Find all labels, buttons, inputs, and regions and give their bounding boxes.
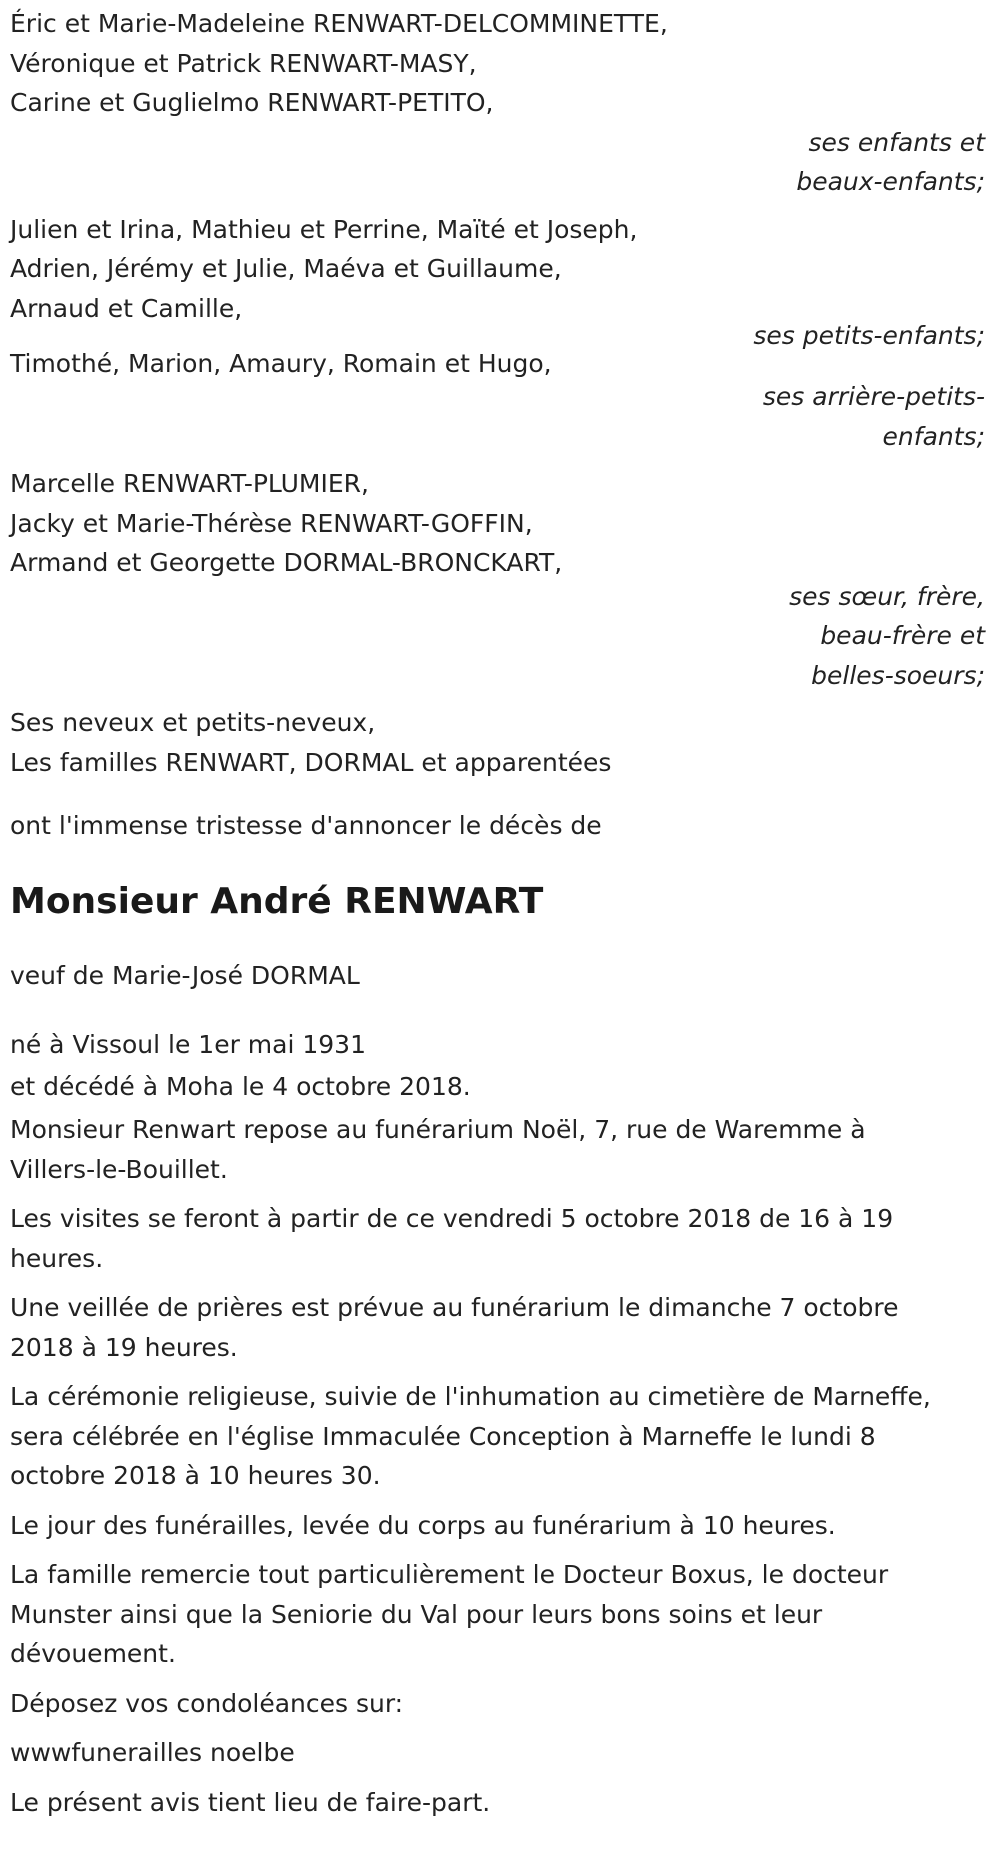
paragraph-visits bbox=[10, 1199, 985, 1278]
family-name-line: Julien et Irina, Mathieu et Perrine, Maïté et Joseph, bbox=[10, 214, 638, 244]
widower-text: veuf de Marie-José DORMAL bbox=[10, 960, 360, 990]
spacer bbox=[10, 695, 985, 703]
relation-line: ses enfants et bbox=[808, 127, 985, 157]
relation-line: beau-frère et bbox=[820, 621, 985, 650]
family-name-line: Jacky et Marie-Thérèse RENWART-GOFFIN, bbox=[10, 508, 533, 538]
paragraph-line: La cérémonie religieuse, suivie de l'inhumation au cimetière de Marneffe, bbox=[10, 1382, 931, 1411]
spacer bbox=[10, 782, 985, 806]
relation-line: enfants; bbox=[882, 421, 985, 451]
paragraph-condolences bbox=[10, 1684, 985, 1724]
paragraph-line: sera célébrée en l'église Immaculée Conception à Marneffe le lundi 8 bbox=[10, 1421, 876, 1451]
paragraph-line: Le présent avis tient lieu de faire-part. bbox=[10, 1787, 491, 1817]
relation-line: ses sœur, frère, bbox=[789, 581, 985, 611]
paragraph-funeral-day bbox=[10, 1506, 985, 1546]
paragraph-line: Les visites se feront à partir de ce vendredi 5 octobre 2018 de 16 à 19 bbox=[10, 1204, 894, 1233]
paragraph-line: dévouement. bbox=[10, 1639, 176, 1668]
family-group-great-grandchildren bbox=[10, 344, 985, 457]
paragraph-line: 2018 à 19 heures. bbox=[10, 1332, 238, 1362]
family-name-line: Marcelle RENWART-PLUMIER, bbox=[10, 469, 369, 498]
obituary-notice bbox=[10, 4, 985, 1832]
extended-family-line: Ses neveux et petits-neveux, bbox=[10, 708, 376, 737]
paragraph-line: heures. bbox=[10, 1243, 104, 1273]
relation-line: ses petits-enfants; bbox=[753, 321, 985, 350]
family-name-line: Armand et Georgette DORMAL-BRONCKART, bbox=[10, 548, 563, 577]
extended-family bbox=[10, 703, 985, 782]
announcement-text: ont l'immense tristesse d'annoncer le décès de bbox=[10, 811, 602, 840]
paragraph-line: Monsieur Renwart repose au funérarium Noël, 7, rue de Waremme à bbox=[10, 1115, 866, 1144]
family-name-line: Arnaud et Camille, bbox=[10, 293, 243, 323]
paragraph-funerarium bbox=[10, 1110, 985, 1189]
paragraph-closing bbox=[10, 1783, 985, 1823]
relation-line: beaux-enfants; bbox=[796, 167, 985, 196]
relation-label bbox=[10, 377, 985, 456]
paragraph-vigil bbox=[10, 1288, 985, 1367]
deceased-name: Monsieur André RENWART bbox=[10, 880, 544, 922]
relation-line: ses arrière-petits- bbox=[762, 382, 985, 411]
relation-label bbox=[10, 577, 985, 696]
relation-line: belles-soeurs; bbox=[811, 660, 985, 690]
family-name-line: Véronique et Patrick RENWART-MASY, bbox=[10, 48, 477, 78]
paragraph-thanks bbox=[10, 1555, 985, 1674]
paragraph-line: Une veillée de prières est prévue au funérarium le dimanche 7 octobre bbox=[10, 1293, 899, 1322]
family-group-siblings bbox=[10, 464, 985, 695]
family-name-line: Timothé, Marion, Amaury, Romain et Hugo, bbox=[10, 348, 552, 378]
spacer bbox=[10, 995, 985, 1025]
website-text: wwwfunerailles noelbe bbox=[10, 1738, 295, 1767]
spacer bbox=[10, 456, 985, 464]
paragraph-line: octobre 2018 à 10 heures 30. bbox=[10, 1461, 381, 1490]
paragraph-ceremony bbox=[10, 1377, 985, 1496]
paragraph-line: Le jour des funérailles, levée du corps au funérarium à 10 heures. bbox=[10, 1510, 836, 1540]
family-group-children bbox=[10, 4, 985, 202]
death-text: et décédé à Moha le 4 octobre 2018. bbox=[10, 1071, 471, 1101]
family-group-grandchildren bbox=[10, 210, 985, 356]
family-name-line: Carine et Guglielmo RENWART-PETITO, bbox=[10, 88, 494, 117]
relation-label bbox=[10, 123, 985, 202]
family-name-line: Adrien, Jérémy et Julie, Maéva et Guillaume, bbox=[10, 254, 562, 283]
paragraph-line: Villers-le-Bouillet. bbox=[10, 1154, 228, 1184]
spacer bbox=[10, 202, 985, 210]
birth-text: né à Vissoul le 1er mai 1931 bbox=[10, 1030, 366, 1059]
paragraph-line: La famille remercie tout particulièrement le Docteur Boxus, le docteur bbox=[10, 1560, 889, 1589]
paragraph-line: Munster ainsi que la Seniorie du Val pour leurs bons soins et leur bbox=[10, 1599, 823, 1629]
paragraph-website bbox=[10, 1733, 985, 1773]
paragraph-line: Déposez vos condoléances sur: bbox=[10, 1688, 404, 1718]
family-name-line: Éric et Marie-Madeleine RENWART-DELCOMMINETTE, bbox=[10, 9, 668, 38]
extended-family-line: Les familles RENWART, DORMAL et apparentées bbox=[10, 747, 612, 777]
